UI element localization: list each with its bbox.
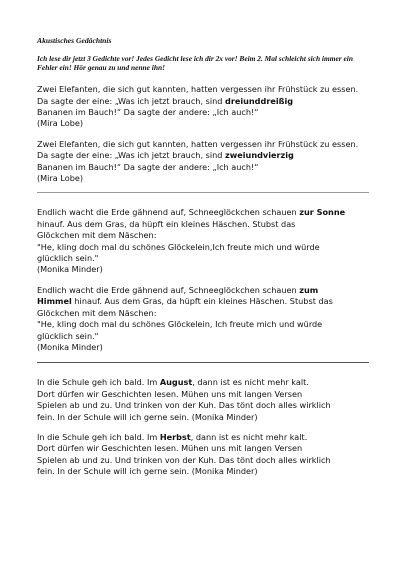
changed-word: August <box>159 377 193 388</box>
changed-word: Herbst <box>159 431 191 442</box>
worksheet-title: Akustisches Gedächtnis <box>37 36 112 45</box>
poem-1-version-2: Zwei Elefanten, die sich gut kannten, hatten vergessen ihr Frühstück zu essen. Da sagte der eine: „Was ich jetzt brauch, sind zweiundvierzig Bananen im Bauch!“ Da sagte der andere: „Ich auch!“ (Mira Lobe) <box>37 138 359 184</box>
worksheet-page <box>37 36 369 478</box>
changed-word: dreiunddreißig <box>225 95 294 106</box>
poem-1-version-1: Zwei Elefanten, die sich gut kannten, hatten vergessen ihr Frühstück zu essen. Da sagte der eine: „Was ich jetzt brauch, sind dreiunddreißig Bananen im Bauch!“ Da sagte der andere: „Ich auch!“ (Mira Lobe) <box>37 84 359 129</box>
poem-3-version-2: In die Schule geh ich bald. Im Herbst, dann ist es nicht mehr kalt. Dort dürfen wir Geschichten lesen. Mühen uns mit langen Versen Spielen ab und zu. Und trinken von der Kuh. Das tönt doch alles wirklich fein. In der Schule will ich gerne sein. (Monika Minder) <box>37 431 331 477</box>
poem-2-version-2: Endlich wacht die Erde gähnend auf, Schneeglöckchen schauen zum Himmel hinauf. Aus dem Gras, da hüpft ein kleines Häschen. Stubst das Glöckchen mit dem Näschen: "He, kling doch mal du schönes Glöckelein, Ich freute mich und würde glücklich sein." (Monika Minder) <box>37 284 333 352</box>
worksheet-instructions: Ich lese dir jetzt 3 Gedichte vor! Jedes Gedicht lese ich dir 2x vor! Beim 2. Mal schleicht sich immer ein Fehler ein! Hör genau zu und nenne ihn! <box>37 54 353 72</box>
poem-2-version-1: Endlich wacht die Erde gähnend auf, Schneeglöckchen schauen zur Sonne hinauf. Aus dem Gras, da hüpft ein kleines Häschen. Stubst das Glöckchen mit dem Näschen: "He, kling doch mal du schönes Glöckelein,Ich freute mich und würde glücklich sein." (Monika Minder) <box>37 207 346 275</box>
divider <box>37 362 369 363</box>
changed-word: zur Sonne <box>299 207 346 218</box>
poem-3-version-1: In die Schule geh ich bald. Im August, dann ist es nicht mehr kalt. Dort dürfen wir Geschichten lesen. Mühen uns mit langen Versen Spielen ab und zu. Und trinken von der Kuh. Das tönt doch alles wirklich fein. In der Schule will ich gerne sein. (Monika Minder) <box>37 377 331 422</box>
divider <box>37 192 369 193</box>
changed-word: zum Himmel <box>37 284 319 307</box>
changed-word: zweiundvierzig <box>225 150 294 161</box>
